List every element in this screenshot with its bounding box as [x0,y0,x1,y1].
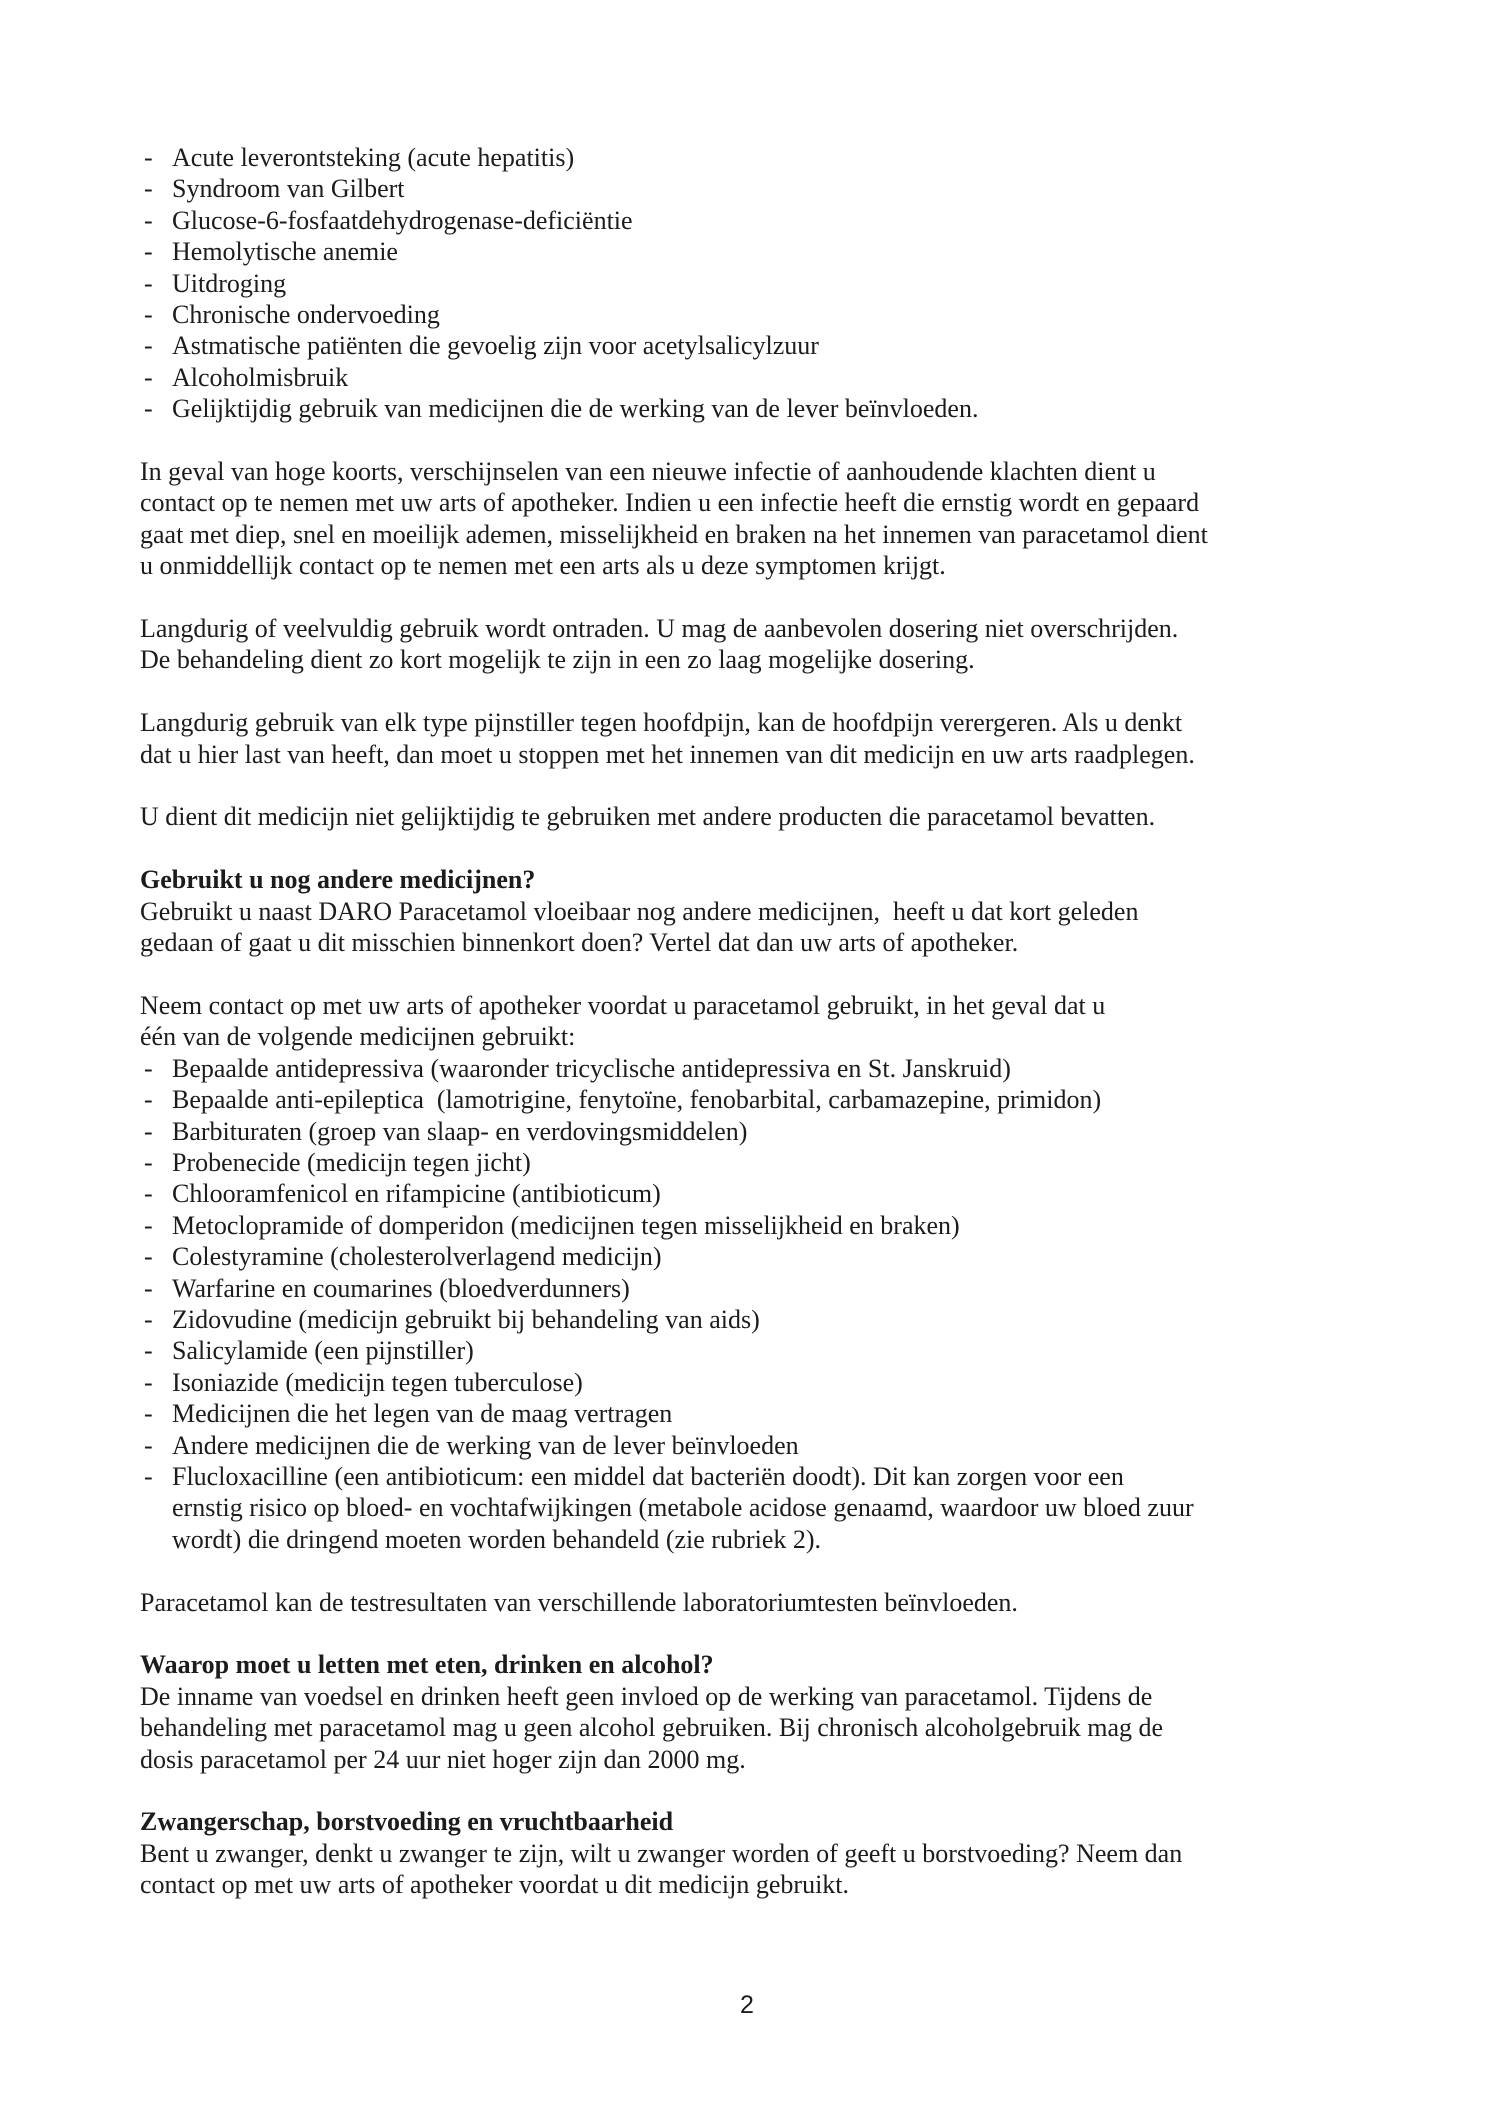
bullet-item-line: Uitdroging [172,268,287,298]
bullet-item-line: Alcoholmisbruik [172,362,349,392]
bullet-dash: - [144,1399,153,1429]
paragraph-line: u onmiddellijk contact op te nemen met een arts als u deze symptomen krijgt. [140,551,946,581]
bullet-dash: - [144,300,153,330]
bullet-item-text [172,1147,1394,1178]
bullet-item-line: Astmatische patiënten die gevoelig zijn voor acetylsalicylzuur [172,331,819,361]
bullet-dash: - [144,143,153,172]
bullet-dash: - [144,1085,153,1115]
bullet-item [140,205,1394,236]
bullet-item [140,1335,1394,1366]
bullet-item-text [172,1461,1394,1555]
bullet-item-text [172,1304,1394,1335]
bullet-item-line: Bepaalde antidepressiva (waaronder tricyclische antidepressiva en St. Janskruid) [172,1053,1011,1083]
bullet-item-text [172,1241,1394,1272]
section-heading: Zwangerschap, borstvoeding en vruchtbaarheid [140,1807,674,1837]
section-heading: Waarop moet u letten met eten, drinken en alcohol? [140,1650,714,1680]
bullet-item-line: Warfarine en coumarines (bloedverdunners) [172,1273,630,1303]
bullet-item-text [172,236,1394,267]
bullet-item-text [172,299,1394,330]
paragraph-line: dat u hier last van heeft, dan moet u stoppen met het innemen van dit medicijn en uw arts raadplegen. [140,739,1195,769]
bullet-item-text [172,393,1394,424]
bullet-item-line: Zidovudine (medicijn gebruikt bij behandeling van aids) [172,1304,760,1334]
bullet-item-line: wordt) die dringend moeten worden behandeld (zie rubriek 2). [172,1524,822,1554]
bullet-list [140,142,1394,425]
bullet-item-text [172,268,1394,299]
bullet-dash: - [144,205,153,235]
bullet-dash: - [144,1273,153,1303]
bullet-item-text [172,142,1394,173]
bullet-item [140,236,1394,267]
bullet-dash: - [144,1461,153,1491]
bullet-item [140,1241,1394,1272]
bullet-item [140,299,1394,330]
paragraph-line: In geval van hoge koorts, verschijnselen van een nieuwe infectie of aanhoudende klachten dient u [140,457,1156,487]
bullet-item [140,1116,1394,1147]
paragraph-line: behandeling met paracetamol mag u geen alcohol gebruiken. Bij chronisch alcoholgebruik mag de [140,1713,1164,1743]
bullet-item-text [172,362,1394,393]
bullet-item [140,393,1394,424]
bullet-item [140,173,1394,204]
bullet-dash: - [144,1210,153,1240]
bullet-item-line: Syndroom van Gilbert [172,174,405,204]
bullet-dash: - [144,1179,153,1209]
bullet-item [140,1304,1394,1335]
paragraph-line: Gebruikt u naast DARO Paracetamol vloeibaar nog andere medicijnen, heeft u dat kort geleden [140,896,1139,926]
paragraph-line: Paracetamol kan de testresultaten van verschillende laboratoriumtesten beïnvloeden. [140,1587,1018,1617]
bullet-item [140,268,1394,299]
bullet-item [140,1210,1394,1241]
bullet-item-text [172,1178,1394,1209]
paragraph-line: gaat met diep, snel en moeilijk ademen, misselijkheid en braken na het innemen van paracetamol dient [140,519,1208,549]
bullet-item [140,1084,1394,1115]
paragraph [140,707,1394,770]
bullet-item-line: Bepaalde anti-epileptica (lamotrigine, fenytoïne, fenobarbital, carbamazepine, primidon) [172,1085,1102,1115]
bullet-item-text [172,1335,1394,1366]
bullet-item-text [172,330,1394,361]
bullet-item-text [172,173,1394,204]
bullet-dash: - [144,362,153,392]
bullet-item-line: Chlooramfenicol en rifampicine (antibioticum) [172,1179,661,1209]
bullet-list [140,1053,1394,1556]
bullet-dash: - [144,1336,153,1366]
bullet-dash: - [144,237,153,267]
bullet-dash: - [144,1304,153,1334]
bullet-item-line: Gelijktijdig gebruik van medicijnen die de werking van de lever beïnvloeden. [172,394,979,424]
bullet-dash: - [144,1053,153,1083]
paragraph-line: Langdurig of veelvuldig gebruik wordt ontraden. U mag de aanbevolen dosering niet overschrijden. [140,614,1179,644]
bullet-item-text [172,1367,1394,1398]
paragraph-line: De behandeling dient zo kort mogelijk te zijn in een zo laag mogelijke dosering. [140,645,975,675]
bullet-dash: - [144,1242,153,1272]
bullet-item-text [172,1116,1394,1147]
page-number: 2 [740,1991,754,2019]
bullet-item-text [172,1273,1394,1304]
bullet-item [140,330,1394,361]
bullet-item [140,1053,1394,1084]
paragraph-line: De inname van voedsel en drinken heeft geen invloed op de werking van paracetamol. Tijdens de [140,1681,1153,1711]
bullet-dash: - [144,174,153,204]
bullet-item-line: Andere medicijnen die de werking van de lever beïnvloeden [172,1430,799,1460]
bullet-item-line: Medicijnen die het legen van de maag vertragen [172,1399,673,1429]
paragraph [140,896,1394,959]
bullet-item-text [172,1430,1394,1461]
paragraph [140,990,1394,1053]
bullet-item-line: Metoclopramide of domperidon (medicijnen tegen misselijkheid en braken) [172,1210,960,1240]
bullet-item-text [172,1053,1394,1084]
bullet-item-line: Acute leverontsteking (acute hepatitis) [172,143,575,172]
bullet-item-line: Barbituraten (groep van slaap- en verdovingsmiddelen) [172,1116,748,1146]
bullet-item-line: Glucose-6-fosfaatdehydrogenase-deficiëntie [172,205,633,235]
paragraph-line: Neem contact op met uw arts of apotheker voordat u paracetamol gebruikt, in het geval dat u [140,990,1106,1020]
bullet-item-text [172,1398,1394,1429]
bullet-dash: - [144,1116,153,1146]
paragraph-line: één van de volgende medicijnen gebruikt: [140,1022,576,1052]
paragraph [140,801,1394,832]
bullet-item [140,142,1394,173]
bullet-item-line: Flucloxacilline (een antibioticum: een middel dat bacteriën doodt). Dit kan zorgen voor een [172,1461,1124,1491]
paragraph-line: gedaan of gaat u dit misschien binnenkort doen? Vertel dat dan uw arts of apotheker. [140,928,1019,958]
section-heading: Gebruikt u nog andere medicijnen? [140,865,536,895]
paragraph-line: contact op te nemen met uw arts of apotheker. Indien u een infectie heeft die ernstig wordt en gepaard [140,488,1200,518]
bullet-item [140,362,1394,393]
bullet-item-text [172,205,1394,236]
bullet-item [140,1398,1394,1429]
bullet-item [140,1461,1394,1555]
bullet-item [140,1273,1394,1304]
bullet-item [140,1178,1394,1209]
bullet-item-text [172,1210,1394,1241]
bullet-item [140,1430,1394,1461]
bullet-item-text [172,1084,1394,1115]
paragraph [140,1681,1394,1775]
paragraph-line: U dient dit medicijn niet gelijktijdig te gebruiken met andere producten die paracetamol bevatten. [140,802,1156,832]
bullet-dash: - [144,394,153,424]
paragraph-line: contact op met uw arts of apotheker voordat u dit medicijn gebruikt. [140,1870,850,1900]
bullet-dash: - [144,268,153,298]
document-content [140,142,1394,1901]
bullet-dash: - [144,331,153,361]
bullet-item-line: ernstig risico op bloed- en vochtafwijkingen (metabole acidose genaamd, waardoor uw bloed zuur [172,1493,1194,1523]
paragraph-line: dosis paracetamol per 24 uur niet hoger zijn dan 2000 mg. [140,1744,746,1774]
paragraph-line: Langdurig gebruik van elk type pijnstiller tegen hoofdpijn, kan de hoofdpijn verergeren. Als u denkt [140,708,1183,738]
bullet-item-line: Hemolytische anemie [172,237,398,267]
bullet-dash: - [144,1367,153,1397]
bullet-item-line: Isoniazide (medicijn tegen tuberculose) [172,1367,583,1397]
paragraph [140,613,1394,676]
paragraph [140,456,1394,582]
paragraph-line: Bent u zwanger, denkt u zwanger te zijn, wilt u zwanger worden of geeft u borstvoeding? Neem dan [140,1838,1183,1868]
bullet-item-line: Chronische ondervoeding [172,300,440,330]
paragraph [140,1838,1394,1901]
bullet-dash: - [144,1430,153,1460]
bullet-item [140,1147,1394,1178]
bullet-dash: - [144,1147,153,1177]
bullet-item-line: Salicylamide (een pijnstiller) [172,1336,474,1366]
paragraph [140,1587,1394,1618]
bullet-item-line: Colestyramine (cholesterolverlagend medicijn) [172,1242,662,1272]
bullet-item-line: Probenecide (medicijn tegen jicht) [172,1147,531,1177]
page-footer [0,1992,1494,2018]
bullet-item [140,1367,1394,1398]
